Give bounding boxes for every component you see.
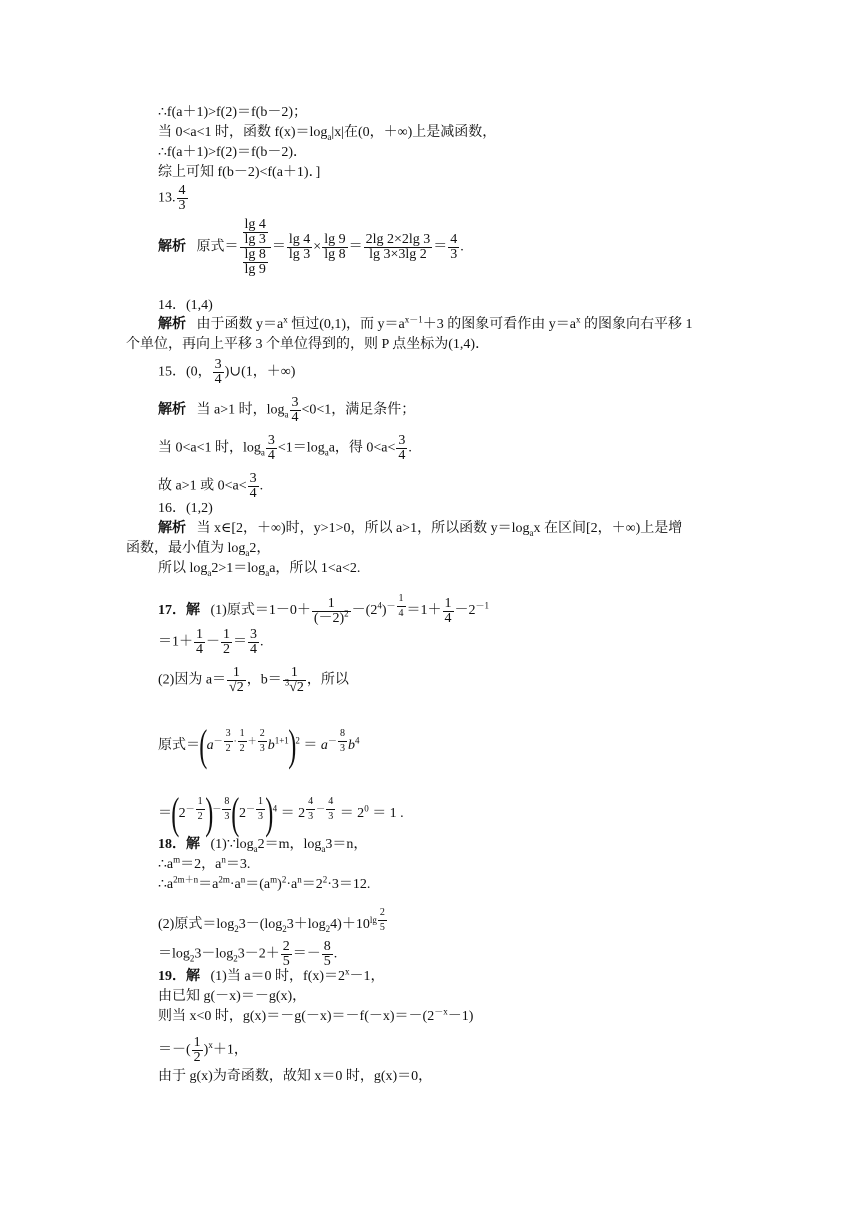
solution-18-b: $\therefore a^m=2$，$a^n=3$. (158, 854, 251, 872)
solution-17-e: $=(2^{- \frac{1}{2}}$ )$^{- \frac{8}{3}}$ ($2^{- \frac{1}{3}}$ )$^4$ ＝ 2 $^{\frac{4}{3} - \frac{4}{3}}$ ＝ $2^0 = 1$ . (158, 789, 404, 838)
answer-15: 15．(0， $\frac{3}{4}$ )∪(1，＋∞) (158, 357, 296, 387)
solution-14: 解析 由于函数 $y=a^x$ 恒过(0,1)，而 $y=a^{x-1}+3$ 的图象可看作由 $y=a^x$ 的图象向右平移 1 (158, 314, 693, 332)
solution-16: 解析 当 x∈[2，＋∞)时，y>1>0，所以 a>1，所以函数 $y=\log_ax$ 在区间[2，＋∞)上是增 (158, 521, 683, 538)
solution-19-d: ＝－( $\frac{1}{2}$ )$^x$＋1， (158, 1035, 248, 1065)
solution-13: 解析 原式＝ $\frac{\frac{\lg 4}{\lg 3}}{\frac{\lg 8}{\lg 9}}$ ＝ $\frac{\lg 4}{\lg 3}$ × $\frac{\lg 9}{\lg 8}$ ＝ $\frac{2\lg 2\times 2\lg 3}{\lg 3\times 3\lg 2}$ ＝ $\frac{4}{3}$ . (158, 217, 464, 277)
solution-17: 17．解 (1)原式＝1－0＋ $\frac{1}{(-2)^2}$ $-(2^4)^{- \frac{1}{4}}$ ＝1＋ $\frac{1}{4}$ $-2^{-1}$ (158, 593, 490, 626)
solution-19-e: 由于 g(x)为奇函数，故知 x＝0 时，g(x)＝0， (158, 1069, 433, 1084)
solution-19-b: 由已知 g(－x)＝－g(x)， (158, 989, 307, 1004)
solution-19-c: 则当 x<0 时，$g(x)=-g(-x)=-f(-x)=-(2^{-x}-1)$ (158, 1006, 474, 1024)
text-line: 当 0<a<1 时，函数 $f(x)=\log_a|x|$在(0，＋∞)上是减函数， (158, 125, 497, 142)
solution-18: 18．解 $(1)\because\log_a2=m$，$\log_a3=n$， (158, 837, 368, 854)
solution-14-cont: 个单位，再向上平移 3 个单位得到的，则 P 点坐标为(1,4)． (126, 337, 490, 352)
solution-15: 解析 当 a>1 时，$\log_a$ $\frac{3}{4}$ <0<1，满足条件； (158, 395, 416, 425)
text-line: 综上可知 f(b－2)<f(a＋1)．] (158, 165, 321, 180)
text-line: ∴f(a＋1)>f(2)＝f(b－2)． (158, 145, 307, 160)
solution-16-cont: 函数，最小值为 $\log_a2$， (126, 541, 271, 558)
solution-18-d: (2)原式$=\log_23-(\log_23+\log_24)+10^{lg \frac{2}{5}}$ (158, 907, 385, 935)
solution-15-c: 故 a>1 或 0<a< $\frac{3}{4}$ . (158, 471, 264, 501)
solution-19: 19．解 (1)当 a＝0 时，$f(x)=2^x-1$， (158, 966, 385, 984)
text-line: ∴f(a＋1)>f(2)＝f(b－2)； (158, 105, 307, 120)
solution-17-c: (2)因为 a＝ $\frac{1}{√2}$ ，b＝ $\frac{1}{^3√2}$ ，所以 (158, 665, 349, 695)
solution-18-e: $=\log_23-\log_23-2+$ $\frac{2}{5}$ ＝－ $\frac{8}{5}$ . (158, 939, 338, 969)
solution-18-c: $\therefore a^{2m+n}=a^{2m}\cdot a^n=(a^m)^2\cdot a^n=2^2\cdot 3=12$. (158, 874, 371, 892)
answer-16: 16．(1,2) (158, 501, 213, 516)
solution-16-b: 所以 $\log_a2>1=\log_aa$，所以 1<a<2. (158, 561, 361, 578)
solution-17-d: 原式$=(a^{- \frac{3}{2} \cdot \frac{1}{2} + \frac{2}{3}}$ $b^{1+1})^2 = a^{- \frac{8}{3}}$ $b^4$ (158, 721, 360, 770)
solution-15-b: 当 0<a<1 时，$\log_a$ $\frac{3}{4}$ $<1=\log_aa$，得 0<a< $\frac{3}{4}$ . (158, 433, 412, 463)
solution-17-b: ＝1＋ $\frac{1}{4}$ － $\frac{1}{2}$ ＝ $\frac{3}{4}$ . (158, 627, 264, 657)
answer-14: 14．(1,4) (158, 298, 213, 313)
answer-13: 13. $\frac{4}{3}$ (158, 183, 186, 213)
